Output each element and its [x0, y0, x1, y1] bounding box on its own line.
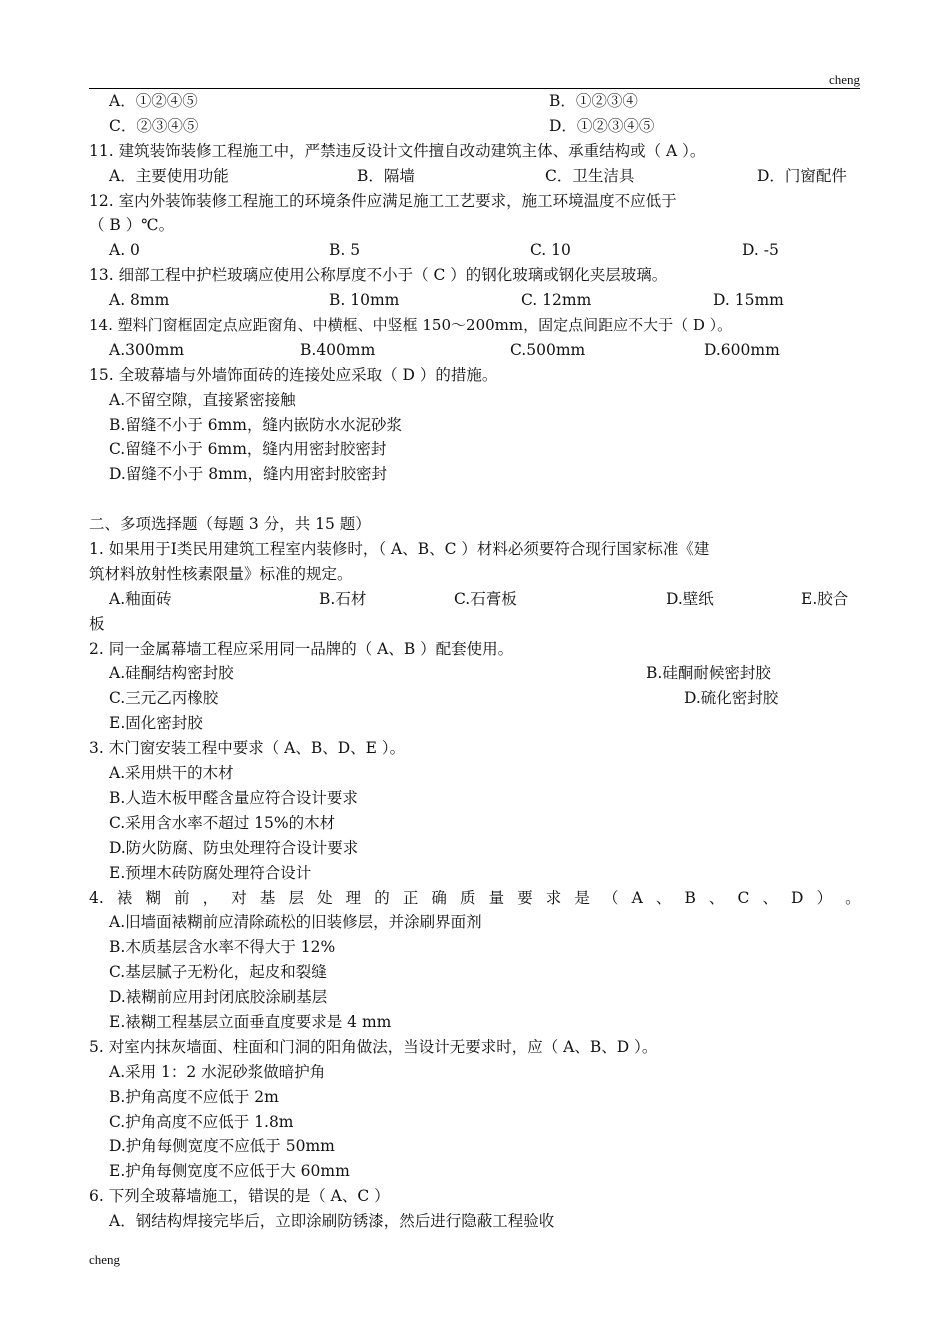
m6-stem: 6. 下列全玻幕墙施工，错误的是（ A、C ）: [89, 1187, 390, 1206]
m1-options: [89, 587, 861, 612]
q12-stem-line1: 12. 室内外装饰装修工程施工的环境条件应满足施工工艺要求，施工环境温度不应低于: [89, 191, 677, 210]
m2-option-c: C.三元乙丙橡胶: [109, 689, 219, 708]
m4-option-e: E.裱糊工程基层立面垂直度要求是 4 mm: [109, 1012, 392, 1031]
m4-stem-char: 、: [762, 888, 778, 907]
m1-stem-line1: 1. 如果用于Ⅰ类民用建筑工程室内装修时，（ A、B、C ）材料必须要符合现行国家标准《建: [89, 540, 710, 559]
q14-stem: 14. 塑料门窗框固定点应距窗角、中横框、中竖框 150～200mm，固定点间距应不大于（ D ）。: [89, 316, 733, 335]
m4-stem-char: 理: [345, 888, 362, 907]
q14-option-d: D.600mm: [704, 340, 780, 359]
page-header: cheng: [828, 72, 860, 87]
q14-option-a: A.300mm: [109, 340, 185, 359]
q12-option-b: B. 5: [329, 241, 361, 260]
m4-stem-char: 正: [402, 888, 419, 907]
q14-option-c: C.500mm: [510, 340, 586, 359]
q15-option-c: C.留缝不小于 6mm，缝内用密封胶密封: [109, 440, 387, 459]
q13-option-b: B. 10mm: [329, 291, 400, 310]
m4-stem-char: B: [684, 888, 696, 907]
q12-stem-line2: （ B ）℃。: [89, 216, 175, 235]
m2-option-a: A.硅酮结构密封胶: [109, 664, 234, 683]
m2-options-row2: [89, 686, 861, 711]
section-spacer: [89, 487, 861, 512]
m2-option-e: E.固化密封胶: [109, 714, 203, 733]
m4-stem-char: A: [631, 888, 643, 907]
m4-option-d: D.裱糊前应用封闭底胶涂刷基层: [109, 988, 328, 1007]
q12-options: [89, 238, 861, 263]
q11-stem: 11. 建筑装饰装修工程施工中，严禁违反设计文件擅自改动建筑主体、承重结构或（ A ）。: [89, 141, 706, 160]
m4-stem-char: 基: [259, 888, 276, 907]
q14-options: [89, 338, 861, 363]
m4-stem-char: 。: [845, 888, 861, 907]
m4-stem-char: 处: [317, 888, 333, 907]
m4-stem-char: 求: [545, 888, 562, 907]
m1-option-e-continued: 板: [89, 614, 105, 633]
m3-option-d: D.防火防腐、防虫处理符合设计要求: [109, 838, 359, 857]
m4-stem-char: 是: [574, 888, 590, 907]
m4-option-a: A.旧墙面裱糊前应清除疏松的旧装修层，并涂刷界面剂: [109, 913, 482, 932]
m3-option-a: A.采用烘干的木材: [109, 764, 234, 783]
m4-option-c: C.基层腻子无粉化，起皮和裂缝: [109, 963, 327, 982]
q10-option-d: D．①②③④⑤: [549, 116, 655, 135]
m3-stem: 3. 木门窗安装工程中要求（ A、B、D、E ）。: [89, 739, 406, 758]
q10-option-a: A．①②④⑤: [109, 92, 198, 110]
m1-stem-line2: 筑材料放射性核素限量》标准的规定。: [89, 564, 353, 583]
section2-title: 二、多项选择题（每题 3 分，共 15 题）: [89, 515, 371, 534]
m4-option-b: B.木质基层含水率不得大于 12%: [109, 938, 336, 957]
m2-option-d: D.硫化密封胶: [684, 689, 779, 708]
q10-options-row1: [89, 89, 861, 114]
m4-stem: [89, 886, 861, 911]
m4-stem-char: 前: [174, 888, 190, 907]
m1-option-d: D.壁纸: [666, 589, 714, 608]
m2-option-b: B.硅酮耐候密封胶: [646, 664, 771, 683]
m5-option-d: D.护角每侧宽度不应低于 50mm: [109, 1137, 335, 1156]
q13-option-a: A. 8mm: [109, 291, 170, 310]
m1-option-b: B.石材: [319, 589, 367, 608]
m5-option-e: E.护角每侧宽度不应低于大 60mm: [109, 1162, 350, 1181]
m4-stem-char: 质: [460, 888, 476, 907]
document-body: [89, 89, 861, 1234]
q12-option-a: A. 0: [109, 241, 140, 260]
m4-stem-char: C: [737, 888, 750, 907]
q11-option-d: D．门窗配件: [757, 166, 847, 185]
m4-stem-char: D: [791, 888, 804, 907]
q12-option-c: C. 10: [530, 241, 571, 260]
m4-stem-char: 量: [488, 888, 505, 907]
m4-stem-char: ）: [816, 888, 833, 907]
q10-option-b: B．①②③④: [549, 92, 638, 110]
q15-stem: 15. 全玻幕墙与外墙饰面砖的连接处应采取（ D ）的措施。: [89, 365, 498, 384]
q10-option-c: C．②③④⑤: [109, 116, 199, 135]
m4-stem-char: 裱: [116, 888, 133, 907]
m5-option-b: B.护角高度不应低于 2m: [109, 1087, 279, 1106]
q13-options: [89, 288, 861, 313]
m4-stem-char: 确: [431, 888, 447, 907]
m4-stem-char: 的: [374, 888, 390, 907]
m4-stem-char: 对: [231, 888, 247, 907]
q15-option-b: B.留缝不小于 6mm，缝内嵌防水水泥砂浆: [109, 415, 403, 434]
m4-stem-char: 要: [517, 888, 533, 907]
m4-stem-char: 、: [708, 888, 725, 907]
q15-option-a: A.不留空隙，直接紧密接触: [109, 390, 296, 409]
m4-stem-char: 层: [288, 888, 304, 907]
m4-stem-char: 、: [655, 888, 672, 907]
q12-option-d: D. -5: [742, 241, 779, 260]
q13-stem: 13. 细部工程中护栏玻璃应使用公称厚度不小于（ C ）的钢化玻璃或钢化夹层玻璃。: [89, 266, 668, 285]
m4-stem-char: ，: [202, 888, 219, 907]
page-footer: cheng: [89, 1252, 121, 1267]
q13-option-c: C. 12mm: [521, 291, 592, 310]
m4-stem-char: 4.: [89, 888, 104, 907]
m3-option-b: B.人造木板甲醛含量应符合设计要求: [109, 788, 358, 807]
m5-option-c: C.护角高度不应低于 1.8m: [109, 1112, 294, 1131]
q11-option-b: B．隔墙: [357, 166, 415, 185]
m2-stem: 2. 同一金属幕墙工程应采用同一品牌的（ A、B ）配套使用。: [89, 639, 514, 658]
q11-option-a: A．主要使用功能: [109, 166, 229, 185]
m5-option-a: A.采用 1：2 水泥砂浆做暗护角: [109, 1062, 326, 1081]
m1-option-a: A.釉面砖: [109, 589, 172, 608]
m4-stem-char: 糊: [145, 888, 161, 907]
q11-options: [89, 164, 861, 189]
m1-option-e: E.胶合: [801, 589, 849, 608]
q13-option-d: D. 15mm: [713, 291, 784, 310]
m3-option-c: C.采用含水率不超过 15%的木材: [109, 813, 336, 832]
m4-stem-char: （: [602, 888, 619, 907]
q15-option-d: D.留缝不小于 8mm，缝内用密封胶密封: [109, 465, 387, 484]
q11-option-c: C．卫生洁具: [545, 166, 635, 185]
q10-options-row2: [89, 114, 861, 139]
q14-option-b: B.400mm: [300, 340, 376, 359]
m3-option-e: E.预埋木砖防腐处理符合设计: [109, 863, 312, 882]
m6-option-a: A．钢结构焊接完毕后，立即涂刷防锈漆，然后进行隐蔽工程验收: [109, 1212, 555, 1231]
m1-option-c: C.石膏板: [454, 589, 517, 608]
m2-options-row1: [89, 661, 861, 686]
m5-stem: 5. 对室内抹灰墙面、柱面和门洞的阳角做法，当设计无要求时，应（ A、B、D ）。: [89, 1037, 658, 1056]
